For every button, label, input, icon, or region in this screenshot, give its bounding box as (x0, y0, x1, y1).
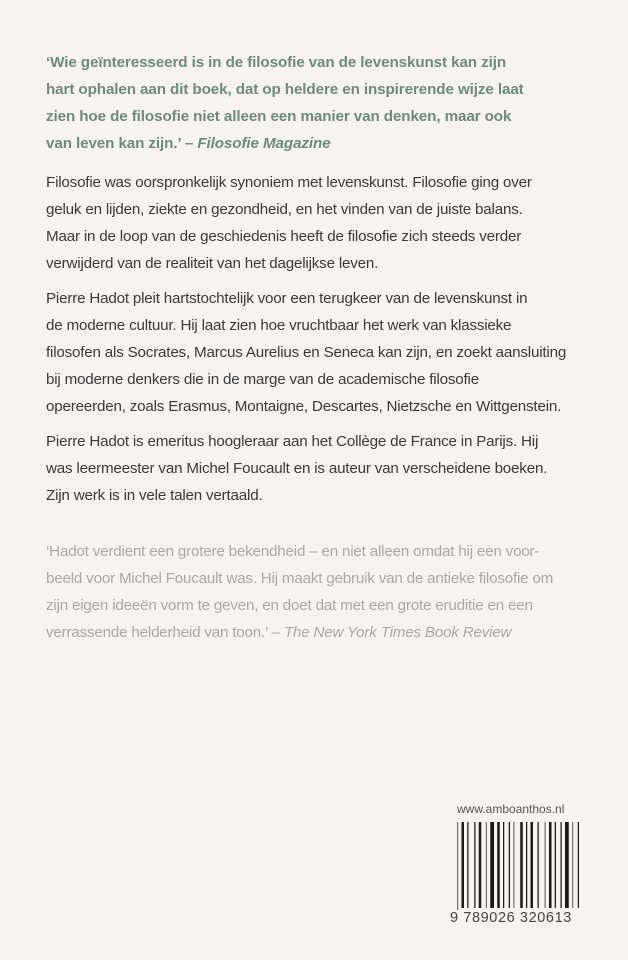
barcode-bar (578, 822, 579, 908)
text-line: was leermeester van Michel Foucault en is auteur van verscheidene boeken. (46, 460, 548, 477)
barcode-bar (526, 822, 527, 908)
barcode-bar (572, 822, 573, 908)
barcode-bar (457, 822, 458, 914)
barcode-bar (497, 822, 500, 908)
barcode-bar (549, 822, 552, 908)
quote-line: ‘Wie geïnteresseerd is in de filosofie van de levenskunst kan zijn (46, 54, 507, 71)
barcode-bar (545, 822, 546, 908)
text-line: de moderne cultuur. Hij laat zien hoe vruchtbaar het werk van klassieke (46, 317, 512, 334)
quote-line: beeld voor Michel Foucault was. Hij maakt gebruik van de antieke filosofie om (46, 570, 554, 587)
text-line: Pierre Hadot pleit hartstochtelijk voor een terugkeer van de levenskunst in (46, 290, 528, 307)
quote-text: verrassende helderheid van toon.’ – (46, 624, 284, 641)
barcode-bar (474, 822, 475, 908)
barcode-bar (503, 822, 504, 908)
quote-line: zijn eigen ideeën vorm te geven, en doet dat met een grote eruditie en een (46, 597, 533, 614)
quote-source: The New York Times Book Review (283, 624, 512, 641)
text-line: Maar in de loop van de geschiedenis heeft de filosofie zich steeds verder (46, 228, 522, 245)
quote-text: van leven kan zijn.’ – (46, 135, 198, 152)
barcode-bar (490, 822, 494, 908)
barcode-bar (479, 822, 482, 908)
barcode-bar (513, 822, 514, 908)
isbn-number: 9 789026 320613 (450, 910, 572, 926)
text-line: opereerden, zoals Erasmus, Montaigne, Descartes, Nietzsche en Wittgenstein. (46, 398, 562, 415)
text-line: filosofen als Socrates, Marcus Aurelius en Seneca kan zijn, en zoekt aansluiting (46, 344, 567, 361)
publisher-url: www.amboanthos.nl (457, 802, 565, 816)
barcode-bar (555, 822, 556, 908)
barcode-bar (531, 822, 534, 908)
barcode-bar (462, 822, 465, 908)
quote-line: zien hoe de filosofie niet alleen een manier van denken, maar ook (46, 108, 512, 125)
description-paragraph (46, 285, 606, 420)
text-line: Filosofie was oorspronkelijk synoniem met levenskunst. Filosofie ging over (46, 174, 532, 191)
text-line: geluk en lijden, ziekte en gezondheid, en het vinden van de juiste balans. (46, 201, 523, 218)
text-line: verwijderd van de realiteit van het dagelijkse leven. (46, 255, 379, 272)
barcode-bar (467, 822, 468, 908)
barcode-bar (520, 822, 523, 908)
text-line: bij moderne denkers die in de marge van de academische filosofie (46, 371, 479, 388)
barcode-bar (565, 822, 569, 908)
text-line: Zijn werk is in vele talen vertaald. (46, 487, 263, 504)
text-line: Pierre Hadot is emeritus hoogleraar aan het Collège de France in Parijs. Hij (46, 433, 539, 450)
review-quote (46, 538, 606, 646)
barcode-bar (486, 822, 487, 908)
barcode-bar (538, 822, 539, 908)
author-bio (46, 428, 606, 509)
quote-line (46, 619, 606, 646)
magazine-quote (46, 49, 606, 157)
quote-line: ‘Hadot verdient een grotere bekendheid – en niet alleen omdat hij een voor- (46, 543, 540, 560)
quote-source: Filosofie Magazine (197, 135, 331, 152)
quote-line (46, 130, 606, 157)
barcode-bar (561, 822, 562, 908)
quote-line: hart ophalen aan dit boek, dat op heldere en inspirerende wijze laat (46, 81, 524, 98)
barcode (457, 822, 581, 914)
barcode-bar (509, 822, 510, 908)
description-paragraph (46, 169, 606, 277)
